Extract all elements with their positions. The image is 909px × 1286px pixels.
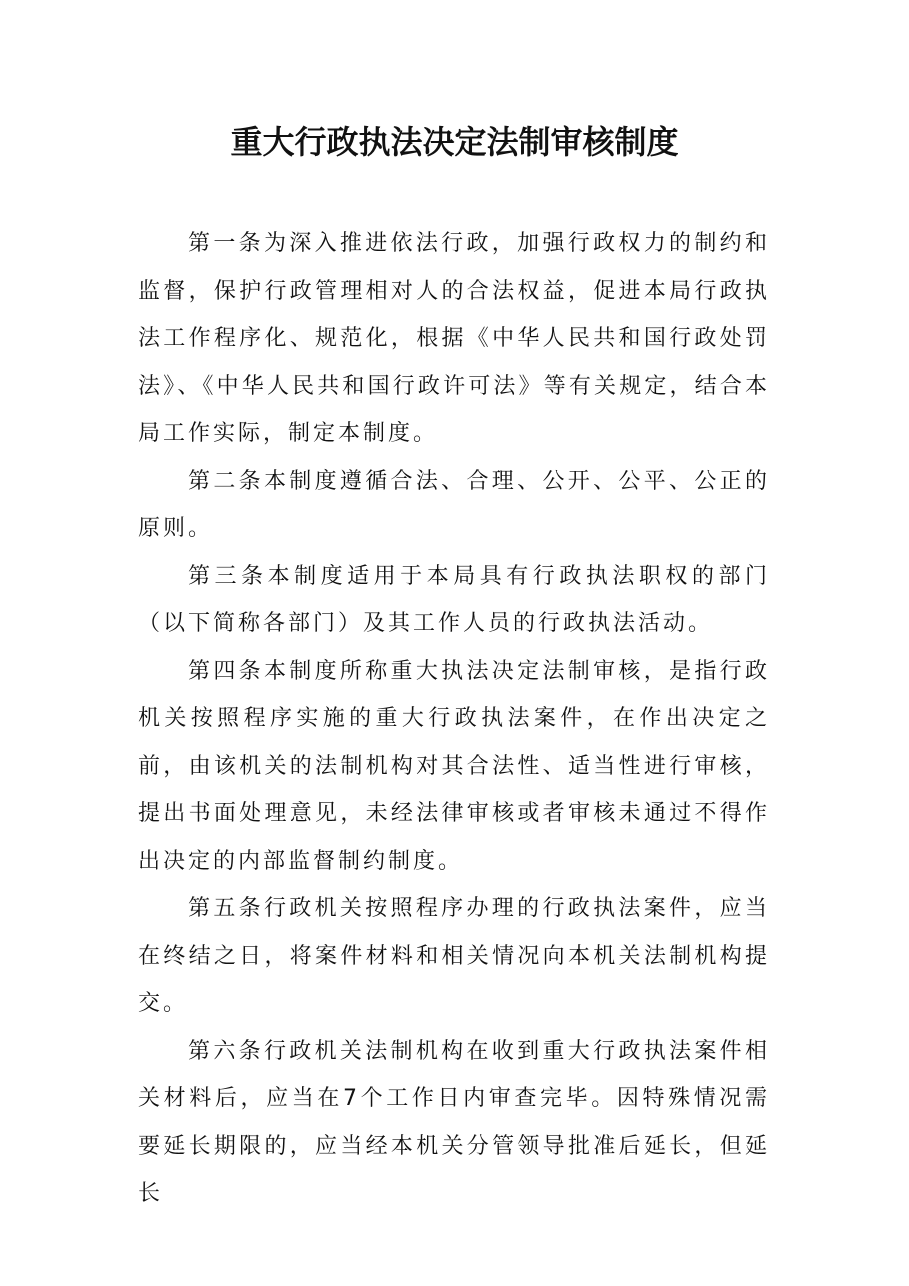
document-body [138, 220, 770, 1218]
document-title: 重大行政执法决定法制审核制度 [230, 123, 679, 161]
article-2: 第二条本制度遵循合法、合理、公开、公平、公正的原则。 [138, 468, 770, 541]
article-4: 第四条本制度所称重大执法决定法制审核，是指行政机关按照程序实施的重大行政执法案件，在作出决定之前，由该机关的法制机构对其合法性、适当性进行审核，提出书面处理意见，未经法律审核或者审核未通过不得作出决定的内部监督制约制度。 [138, 658, 770, 874]
article-1: 第一条为深入推进依法行政，加强行政权力的制约和监督，保护行政管理相对人的合法权益，促进本局行政执法工作程序化、规范化，根据《中华人民共和国行政处罚法》、《中华人民共和国行政许可法》等有关规定，结合本局工作实际，制定本制度。 [138, 231, 770, 446]
article-3: 第三条本制度适用于本局具有行政执法职权的部门（以下简称各部门）及其工作人员的行政执法活动。 [138, 563, 770, 636]
article-5: 第五条行政机关按照程序办理的行政执法案件，应当在终结之日，将案件材料和相关情况向本机关法制机构提交。 [138, 896, 770, 1016]
article-6: 第六条行政机关法制机构在收到重大行政执法案件相关材料后，应当在7个工作日内审查完毕。因特殊情况需要延长期限的，应当经本机关分管领导批准后延长，但延长 [138, 1038, 770, 1206]
